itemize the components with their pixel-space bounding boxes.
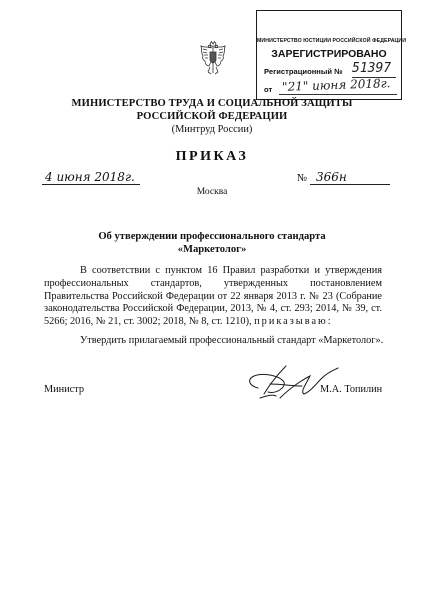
stamp-date-prefix: от	[264, 85, 273, 94]
body-main-text: В соответствии с пунктом 16 Правил разработки и утверждения профессиональных стандартов, утвержденных постановлением Правительства Российской Федерации от 22 января 2013 г. № 23 (Собрание законодательства Российской Федерации, 2013, № 4, ст. 293; 2014, № 39, ст. 5266; 2016, № 21, ст. 3002; 2018, № 8, ст. 1210),	[44, 265, 382, 328]
stamp-reg-number: 51397	[352, 61, 392, 76]
registration-stamp	[256, 10, 407, 100]
order-number: 366н	[316, 170, 347, 184]
document-type: ПРИКАЗ	[175, 149, 249, 164]
body-order-word: приказываю:	[254, 316, 333, 328]
stamp-date-underline	[279, 94, 397, 95]
handwritten-signature	[240, 358, 340, 408]
body-paragraph	[44, 265, 382, 329]
coat-of-arms-icon	[199, 40, 227, 76]
order-date: 4 июня 2018г.	[45, 170, 135, 184]
stamp-status: ЗАРЕГИСТРИРОВАНО	[271, 48, 387, 60]
document-title-line1: Об утверждении профессионального стандарта	[98, 231, 326, 242]
document-title-line2: «Маркетолог»	[177, 244, 247, 255]
ministry-name-line1: МИНИСТЕРСТВО ТРУДА И СОЦИАЛЬНОЙ ЗАЩИТЫ	[71, 98, 353, 109]
ministry-short-name: (Минтруд России)	[171, 124, 253, 135]
signatory-name: М.А. Топилин	[320, 384, 383, 395]
stamp-ministry: МИНИСТЕРСТВО ЮСТИЦИИ РОССИЙСКОЙ ФЕДЕРАЦИИ	[257, 38, 407, 44]
signatory-position: Министр	[44, 384, 85, 395]
approval-paragraph: Утвердить прилагаемый профессиональный стандарт «Маркетолог».	[80, 335, 384, 346]
order-city: Москва	[196, 187, 228, 197]
order-number-underline	[310, 184, 390, 185]
order-number-sign: №	[297, 173, 308, 184]
stamp-date: "21" июня 2018г.	[281, 76, 391, 94]
ministry-name-line2: РОССИЙСКОЙ ФЕДЕРАЦИИ	[136, 111, 288, 122]
stamp-reg-label: Регистрационный №	[264, 67, 343, 76]
order-date-underline	[42, 184, 140, 185]
